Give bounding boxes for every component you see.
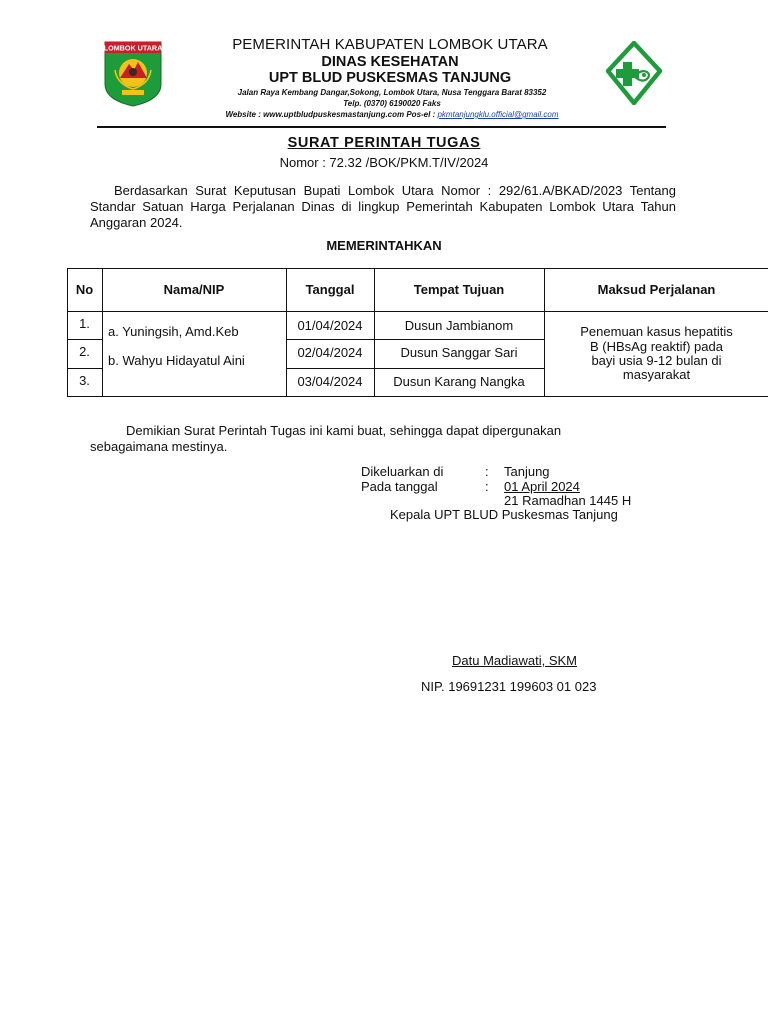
row-number: 3. xyxy=(79,373,90,388)
order-heading: MEMERINTAHKAN xyxy=(326,238,442,253)
logo-label-text: LOMBOK UTARA xyxy=(103,43,163,53)
trip-purpose: Penemuan kasus hepatitis xyxy=(580,324,733,339)
website-line xyxy=(8,110,768,119)
letterhead-divider xyxy=(97,126,666,128)
issued-at-label: Dikeluarkan di xyxy=(361,464,444,479)
trip-date: 03/04/2024 xyxy=(297,374,363,389)
trip-date: 01/04/2024 xyxy=(297,318,363,333)
date-label: Pada tanggal xyxy=(361,479,438,494)
document-title: SURAT PERINTAH TUGAS xyxy=(287,135,481,151)
closing-paragraph xyxy=(90,423,650,455)
row-number: 2. xyxy=(79,344,90,359)
address-line: Jalan Raya Kembang Dangar,Sokong, Lombok Utara, Nusa Tenggara Barat 83352 xyxy=(237,88,547,97)
trip-purpose: B (HBsAg reaktif) pada xyxy=(590,339,723,354)
table-border xyxy=(286,368,544,369)
unit-name: UPT BLUD PUSKESMAS TANJUNG xyxy=(268,70,512,86)
trip-purpose: bayi usia 9-12 bulan di xyxy=(591,353,722,368)
assignee-name: a. Yuningsih, Amd.Keb xyxy=(108,324,239,339)
date-value: 01 April 2024 xyxy=(504,479,580,494)
assignment-table xyxy=(67,268,768,397)
table-border xyxy=(67,311,768,312)
header-date: Tanggal xyxy=(305,282,355,297)
document-number: Nomor : 72.32 /BOK/PKM.T/IV/2024 xyxy=(279,155,489,170)
puskesmas-logo xyxy=(606,41,662,105)
header-purpose: Maksud Perjalanan xyxy=(597,282,716,297)
hijri-date: 21 Ramadhan 1445 H xyxy=(504,493,632,508)
government-name: PEMERINTAH KABUPATEN LOMBOK UTARA xyxy=(232,36,548,53)
table-border xyxy=(67,268,768,269)
destination: Dusun Karang Nangka xyxy=(393,374,525,389)
destination: Dusun Jambianom xyxy=(404,318,514,333)
issued-at-value: Tanjung xyxy=(504,464,550,479)
row-number: 1. xyxy=(79,316,90,331)
trip-date: 02/04/2024 xyxy=(297,345,363,360)
destination: Dusun Sanggar Sari xyxy=(400,345,518,360)
header-no: No xyxy=(75,282,94,297)
website-text: Website : www.uptbludpuskesmastanjung.com Pos-el : xyxy=(225,110,436,119)
signatory-nip: NIP. 19691231 199603 01 023 xyxy=(421,679,597,694)
basis-paragraph: Berdasarkan Surat Keputusan Bupati Lombok Utara Nomor : 292/61.A/BKAD/2023 Tentang Standar Satuan Harga Perjalanan Dinas di lingkup Pemerintah Kabupaten Lombok Utara Tahun Anggaran 2024. xyxy=(90,183,676,230)
assignee-name: b. Wahyu Hidayatul Aini xyxy=(108,353,245,368)
signatory-name: Datu Madiawati, SKM xyxy=(452,653,577,668)
email-link[interactable]: pkmtanjungklu.official@gmail.com xyxy=(437,110,559,119)
phone-line: Telp. (0370) 6190020 Faks xyxy=(343,99,441,108)
agency-name: DINAS KESEHATAN xyxy=(321,54,459,70)
table-border xyxy=(286,339,544,340)
date-colon: : xyxy=(485,479,489,494)
header-name: Nama/NIP xyxy=(163,282,225,297)
table-border xyxy=(67,396,768,397)
header-place: Tempat Tujuan xyxy=(413,282,505,297)
closing-line: sebagaimana mestinya. xyxy=(90,439,228,454)
closing-line: Demikian Surat Perintah Tugas ini kami buat, sehingga dapat dipergunakan xyxy=(126,423,562,438)
table-border xyxy=(67,368,102,369)
trip-purpose: masyarakat xyxy=(622,367,691,382)
signatory-position: Kepala UPT BLUD Puskesmas Tanjung xyxy=(390,507,618,522)
table-border xyxy=(67,339,102,340)
issued-at-colon: : xyxy=(485,464,489,479)
